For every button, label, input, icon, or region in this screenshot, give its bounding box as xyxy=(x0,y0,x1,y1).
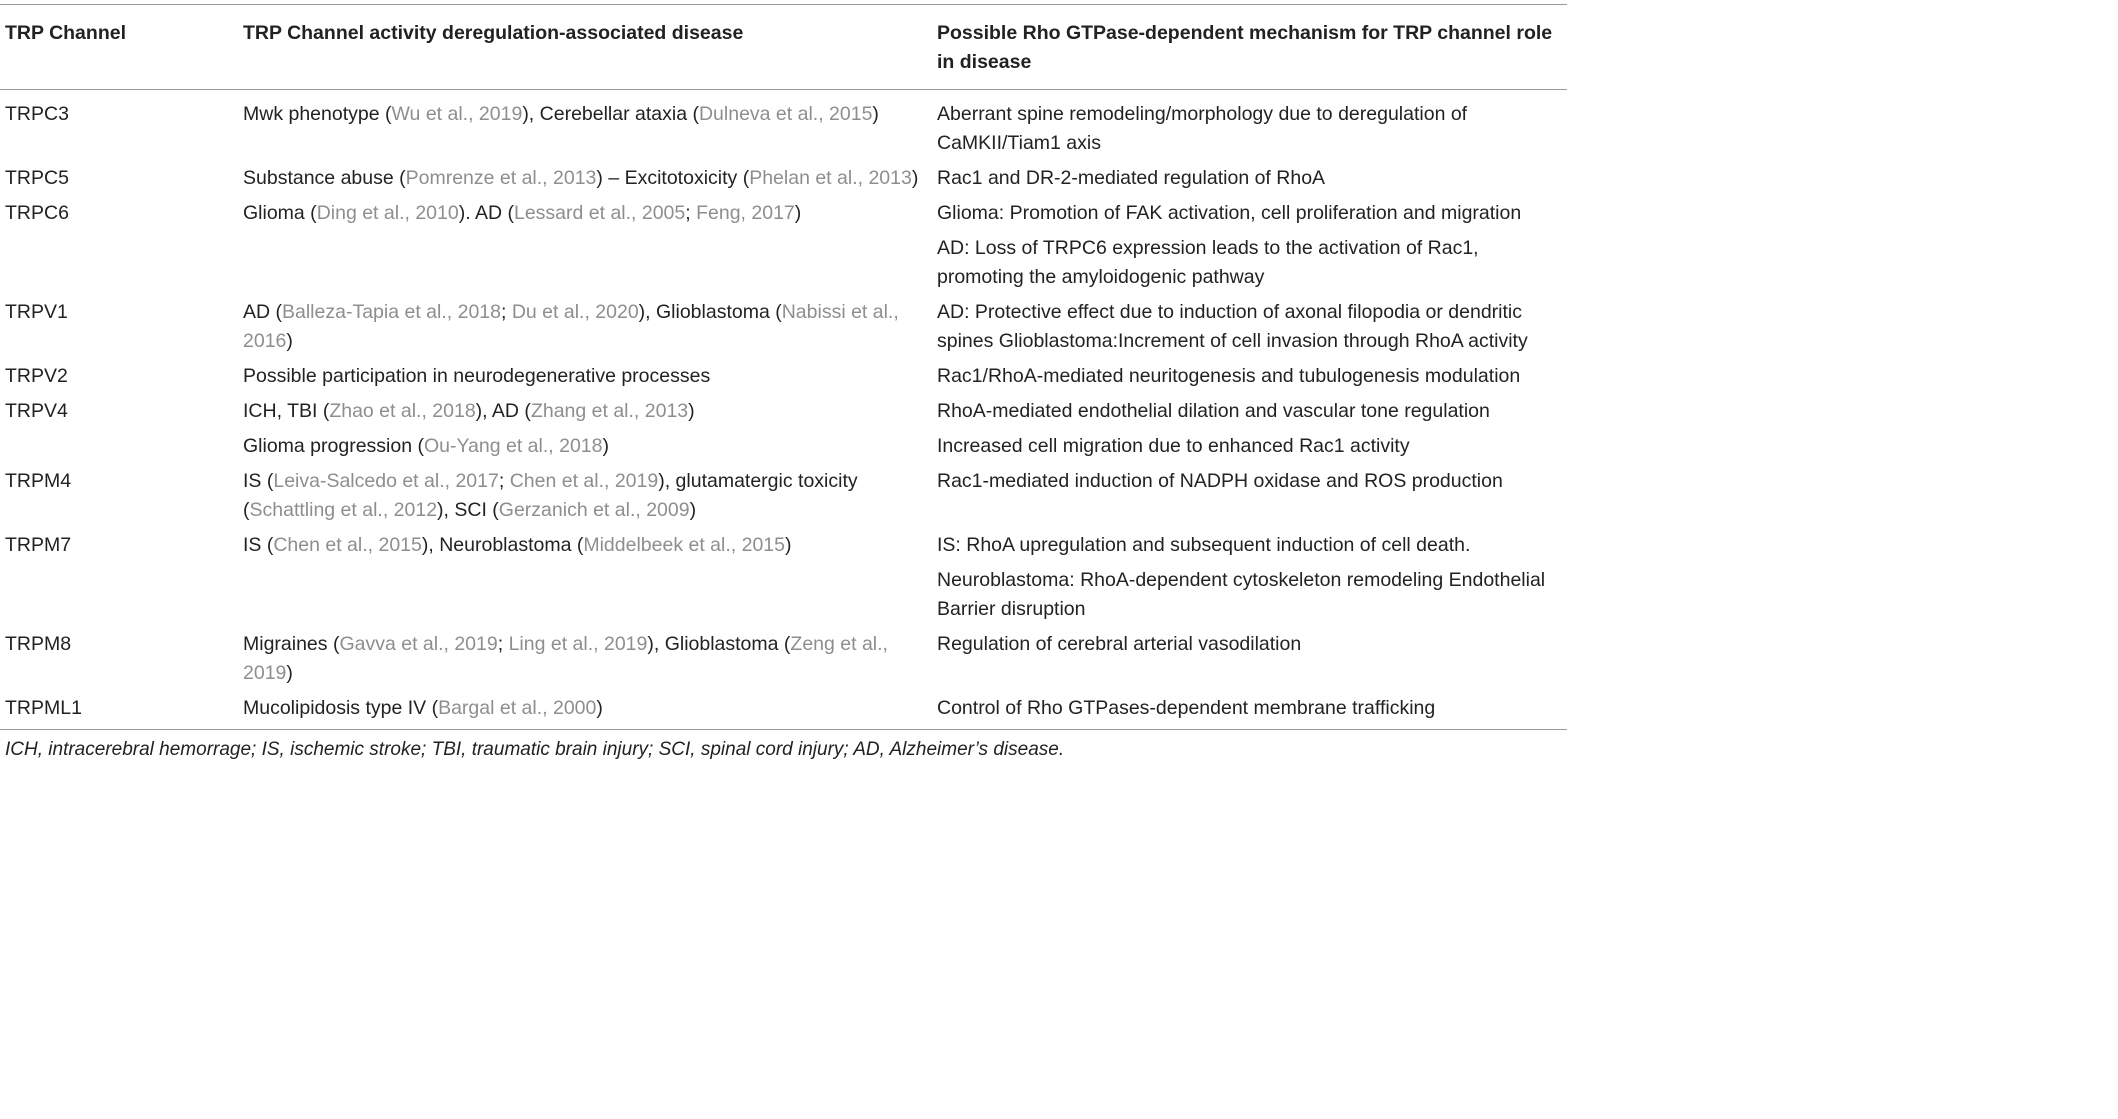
reference-citation: Ling et al., 2019 xyxy=(508,633,648,655)
mechanism-text: Glioma: Promotion of FAK activation, cell proliferation and migration xyxy=(937,202,1522,224)
cell-disease xyxy=(243,298,937,356)
table-row xyxy=(0,525,1567,624)
cell-disease xyxy=(243,694,937,723)
reference-citation: Balleza-Tapia et al., 2018 xyxy=(282,301,501,323)
reference-citation: Pomrenze et al., 2013 xyxy=(405,167,597,189)
disease-text: ), Cerebellar ataxia ( xyxy=(522,103,699,125)
mechanism-text: Aberrant spine remodeling/morphology due to deregulation of CaMKII/Tiam1 axis xyxy=(937,103,1468,154)
disease-text: ; xyxy=(498,470,510,492)
cell-disease xyxy=(243,100,937,158)
disease-text: ), AD ( xyxy=(475,400,531,422)
disease-text: ) – Excitotoxicity ( xyxy=(596,167,750,189)
cell-disease xyxy=(243,467,937,525)
cell-disease xyxy=(243,630,937,688)
table-footnote: ICH, intracerebral hemorrage; IS, ischemic stroke; TBI, traumatic brain injury; SCI, spinal cord injury; AD, Alzheimer’s disease. xyxy=(5,739,1065,760)
mechanism-text: Regulation of cerebral arterial vasodilation xyxy=(937,633,1302,655)
reference-citation: Lessard et al., 2005 xyxy=(513,202,686,224)
reference-citation: Dulneva et al., 2015 xyxy=(698,103,873,125)
cell-mechanism xyxy=(937,397,1567,426)
cell-mechanism xyxy=(937,100,1567,158)
disease-text: ; xyxy=(500,301,512,323)
reference-citation: Nabissi et al., 2016 xyxy=(243,301,899,352)
disease-text: ; xyxy=(497,633,509,655)
reference-citation: Feng, 2017 xyxy=(696,202,795,224)
disease-text: Mucolipidosis type IV ( xyxy=(243,697,439,719)
mechanism-text: Rac1/RhoA-mediated neuritogenesis and tubulogenesis modulation xyxy=(937,365,1521,387)
reference-citation: Middelbeek et al., 2015 xyxy=(583,534,785,556)
cell-disease xyxy=(243,531,937,624)
reference-citation: Ou-Yang et al., 2018 xyxy=(423,435,603,457)
reference-citation: Chen et al., 2015 xyxy=(273,534,422,556)
table-row xyxy=(0,292,1567,356)
disease-text: ; xyxy=(685,202,697,224)
cell-mechanism xyxy=(937,164,1567,193)
disease-text: AD ( xyxy=(243,301,282,323)
disease-text: ( xyxy=(385,103,392,125)
disease-text: ) xyxy=(872,103,879,125)
cell-channel: TRPC6 xyxy=(5,202,69,224)
cell-disease xyxy=(243,397,937,426)
disease-text: ) xyxy=(286,662,293,684)
cell-channel: TRPML1 xyxy=(5,697,82,719)
table-row xyxy=(0,158,1567,193)
header-trp-channel: TRP Channel xyxy=(5,22,126,44)
cell-mechanism xyxy=(937,694,1567,723)
reference-citation: Schattling et al., 2012 xyxy=(249,499,438,521)
table-row xyxy=(0,356,1567,391)
reference-citation: Zhang et al., 2013 xyxy=(530,400,689,422)
cell-channel xyxy=(0,432,243,461)
disease-text: ) xyxy=(286,330,293,352)
cell-mechanism xyxy=(937,531,1567,624)
mechanism-text: Rac1-mediated induction of NADPH oxidase and ROS production xyxy=(937,470,1503,492)
table-row xyxy=(0,90,1567,158)
reference-citation: Ding et al., 2010 xyxy=(316,202,459,224)
cell-channel: TRPV1 xyxy=(5,301,68,323)
cell-disease xyxy=(243,199,937,292)
disease-text: Mwk phenotype xyxy=(243,103,385,125)
disease-text: ) xyxy=(688,400,695,422)
reference-citation: Leiva-Salcedo et al., 2017 xyxy=(273,470,499,492)
cell-channel: TRPM7 xyxy=(5,534,72,556)
table-header-row xyxy=(0,5,1567,89)
cell-channel: TRPV2 xyxy=(5,365,68,387)
reference-citation: Phelan et al., 2013 xyxy=(749,167,912,189)
mechanism-text: Control of Rho GTPases-dependent membrane trafficking xyxy=(937,697,1436,719)
table-row xyxy=(0,624,1567,688)
reference-citation: Zeng et al., 2019 xyxy=(243,633,888,684)
table-row xyxy=(0,391,1567,426)
cell-disease xyxy=(243,432,937,461)
table-row xyxy=(0,461,1567,525)
table-row xyxy=(0,426,1567,461)
cell-channel: TRPM4 xyxy=(5,470,72,492)
disease-text: Migraines ( xyxy=(243,633,340,655)
mechanism-text: AD: Protective effect due to induction of axonal filopodia or dendritic spines Glioblastoma:Increment of cell invasion through RhoA activity xyxy=(937,301,1528,352)
mechanism-text: Rac1 and DR-2-mediated regulation of RhoA xyxy=(937,167,1326,189)
reference-citation: Gerzanich et al., 2009 xyxy=(498,499,690,521)
mechanism-text: Neuroblastoma: RhoA-dependent cytoskeleton remodeling Endothelial Barrier disruption xyxy=(937,569,1546,620)
mechanism-text: Increased cell migration due to enhanced Rac1 activity xyxy=(937,435,1410,457)
cell-mechanism xyxy=(937,467,1567,525)
reference-citation: Wu et al., 2019 xyxy=(391,103,523,125)
table-body xyxy=(0,90,1567,723)
cell-mechanism xyxy=(937,630,1567,688)
header-disease: TRP Channel activity deregulation-associated disease xyxy=(243,22,744,44)
disease-text: Substance abuse ( xyxy=(243,167,406,189)
cell-disease xyxy=(243,164,937,193)
cell-mechanism xyxy=(937,298,1567,356)
disease-text: ) xyxy=(689,499,697,521)
cell-mechanism xyxy=(937,432,1567,461)
reference-citation: Gavva et al., 2019 xyxy=(339,633,498,655)
cell-channel: TRPC5 xyxy=(5,167,69,189)
disease-text: ), Glioblastoma ( xyxy=(647,633,791,655)
disease-text: ) xyxy=(794,202,802,224)
disease-text: IS ( xyxy=(243,470,274,492)
mechanism-text: RhoA-mediated endothelial dilation and vascular tone regulation xyxy=(937,400,1490,422)
table-row xyxy=(0,688,1567,723)
disease-text: ), SCI ( xyxy=(437,499,499,521)
disease-text: ) xyxy=(596,697,603,719)
mechanism-text: IS: RhoA upregulation and subsequent induction of cell death. xyxy=(937,534,1471,556)
disease-text: ) xyxy=(602,435,609,457)
header-mechanism: Possible Rho GTPase-dependent mechanism for TRP channel role in disease xyxy=(937,22,1553,73)
reference-citation: Zhao et al., 2018 xyxy=(329,400,476,422)
reference-citation: Bargal et al., 2000 xyxy=(438,697,597,719)
cell-channel: TRPM8 xyxy=(5,633,72,655)
disease-text: ) xyxy=(911,167,919,189)
cell-channel: TRPC3 xyxy=(5,103,69,125)
disease-text: Glioma ( xyxy=(243,202,317,224)
disease-text: Glioma progression ( xyxy=(243,435,424,457)
disease-text: Possible participation in neurodegenerative processes xyxy=(243,365,711,387)
disease-text: ). AD ( xyxy=(458,202,514,224)
disease-text: ICH, TBI ( xyxy=(243,400,330,422)
table-row xyxy=(0,193,1567,292)
cell-mechanism xyxy=(937,362,1567,391)
disease-text: ), Glioblastoma ( xyxy=(638,301,782,323)
cell-mechanism xyxy=(937,199,1567,292)
cell-channel: TRPV4 xyxy=(5,400,68,422)
cell-disease xyxy=(243,362,937,391)
disease-text: ), Neuroblastoma ( xyxy=(421,534,584,556)
reference-citation: Du et al., 2020 xyxy=(511,301,639,323)
disease-text: ) xyxy=(785,534,792,556)
disease-text: ), glutamatergic toxicity ( xyxy=(243,470,858,521)
mechanism-text: AD: Loss of TRPC6 expression leads to the activation of Rac1, promoting the amyloidogenic pathway xyxy=(937,237,1479,288)
disease-text: IS ( xyxy=(243,534,274,556)
reference-citation: Chen et al., 2019 xyxy=(509,470,659,492)
